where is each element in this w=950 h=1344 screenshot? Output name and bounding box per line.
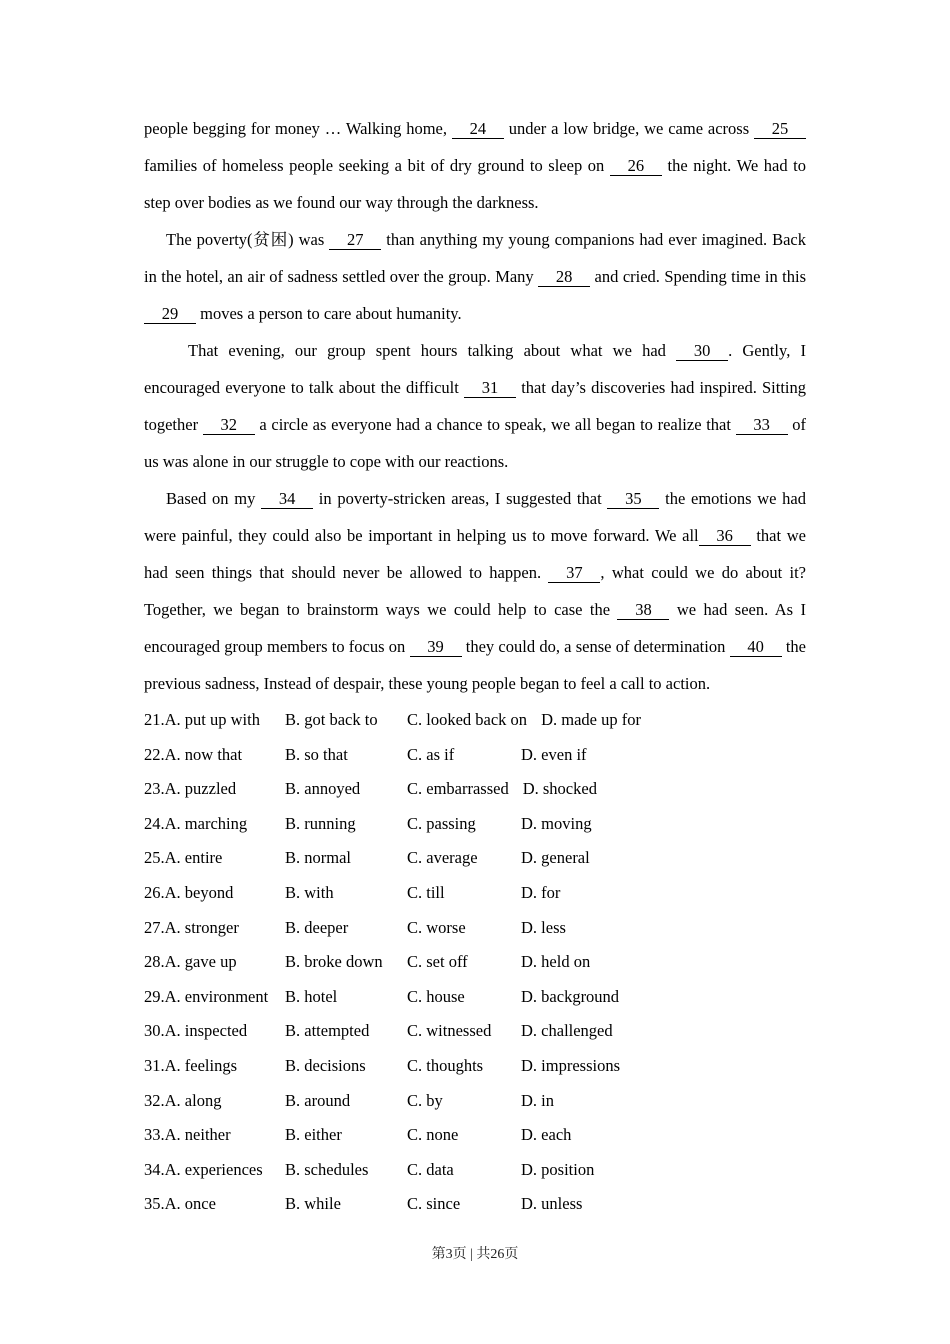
question-29-option-d: D. background [521, 986, 620, 1006]
question-35 [144, 1187, 806, 1222]
question-26-option-c: C. till [407, 882, 445, 902]
question-28-option-a: 28.A. gave up [144, 952, 237, 972]
blank-40: 40 [730, 637, 782, 657]
blank-31: 31 [464, 378, 516, 398]
question-21-option-d: D. made up for [541, 710, 641, 729]
question-24-option-c: C. passing [407, 813, 476, 833]
question-33 [144, 1118, 806, 1153]
blank-37: 37 [548, 563, 600, 583]
question-30 [144, 1014, 806, 1049]
question-22-option-d: D. even if [521, 744, 587, 764]
question-30-option-a: 30.A. inspected [144, 1021, 248, 1041]
question-35-option-d: D. unless [521, 1194, 583, 1214]
question-34-option-a: 34.A. experiences [144, 1159, 263, 1179]
question-28 [144, 945, 806, 980]
question-34-option-d: D. position [521, 1159, 595, 1179]
question-31-option-a: 31.A. feelings [144, 1055, 238, 1075]
question-34-option-c: C. data [407, 1159, 454, 1179]
question-31-option-b: B. decisions [285, 1055, 366, 1075]
question-32 [144, 1084, 806, 1119]
question-27-option-b: B. deeper [285, 917, 349, 937]
question-35-option-b: B. while [285, 1194, 341, 1214]
blank-27: 27 [329, 230, 381, 250]
question-31 [144, 1049, 806, 1084]
question-34 [144, 1153, 806, 1188]
question-27-option-d: D. less [521, 917, 566, 937]
paragraph: people begging for money … Walking home, 24 under a low bridge, we came across 25 families of homeless people seeking a bit of dry ground to sleep on 26 the night. We had to step over bodies as we found our way through the darkness. [144, 119, 807, 212]
question-32-option-b: B. around [285, 1090, 351, 1110]
question-26-option-b: B. with [285, 882, 334, 902]
blank-32: 32 [203, 415, 255, 435]
question-21-option-c: C. looked back on [407, 710, 528, 729]
question-25-option-a: 25.A. entire [144, 848, 223, 868]
question-22-option-b: B. so that [285, 744, 348, 764]
question-21 [144, 703, 806, 738]
question-24-option-d: D. moving [521, 813, 592, 833]
question-22 [144, 738, 806, 773]
question-23-option-a: 23.A. puzzled [144, 779, 237, 799]
question-34-option-b: B. schedules [285, 1159, 369, 1179]
question-33-option-b: B. either [285, 1125, 342, 1145]
blank-36: 36 [699, 526, 751, 546]
question-32-option-c: C. by [407, 1090, 443, 1110]
blank-38: 38 [617, 600, 669, 620]
question-24-option-a: 24.A. marching [144, 813, 248, 833]
page-footer [0, 1243, 950, 1263]
question-22-option-a: 22.A. now that [144, 744, 243, 764]
question-27-option-a: 27.A. stronger [144, 917, 239, 937]
blank-24: 24 [452, 119, 504, 139]
question-32-option-a: 32.A. along [144, 1090, 222, 1110]
question-23-option-b: B. annoyed [285, 779, 361, 799]
question-30-option-c: C. witnessed [407, 1021, 492, 1041]
question-32-option-d: D. in [521, 1090, 554, 1110]
cloze-passage [144, 110, 806, 702]
paragraph: The poverty(贫困) was 27 than anything my young companions had ever imagined. Back in the hotel, an air of sadness settled over the group. Many 28 and cried. Spending time in this 29 moves a person to care about humanity. [144, 230, 806, 323]
question-31-option-d: D. impressions [521, 1055, 620, 1075]
question-list [144, 703, 806, 1222]
question-30-option-b: B. attempted [285, 1021, 370, 1041]
question-25-option-c: C. average [407, 848, 478, 868]
question-23-option-c: C. embarrassed [407, 779, 509, 799]
question-33-option-c: C. none [407, 1125, 459, 1145]
question-24-option-b: B. running [285, 813, 356, 833]
question-21-option-a: 21.A. put up with [144, 710, 260, 729]
question-29-option-c: C. house [407, 986, 465, 1006]
question-26 [144, 876, 806, 911]
question-31-option-c: C. thoughts [407, 1055, 484, 1075]
blank-34: 34 [261, 489, 313, 509]
question-26-option-d: D. for [521, 882, 561, 902]
question-25-option-d: D. general [521, 848, 590, 868]
question-33-option-a: 33.A. neither [144, 1125, 231, 1145]
paragraph: Based on my 34 in poverty-stricken areas, I suggested that 35 the emotions we had were painful, they could also be important in helping us to move forward. We all 36 that we had seen things that should never be allowed to happen. 37 , what could we do about it? Together, we began to brainstorm ways we could help to case the 38 we had seen. As I encouraged group members to focus on 39 they could do, a sense of determination 40 the previous sadness, Instead of despair, these young people began to feel a call to action. [144, 489, 806, 693]
blank-26: 26 [610, 156, 662, 176]
blank-28: 28 [538, 267, 590, 287]
question-23-option-d: D. shocked [522, 779, 597, 799]
question-24 [144, 807, 806, 842]
question-25 [144, 841, 806, 876]
question-30-option-d: D. challenged [521, 1021, 613, 1041]
question-27 [144, 911, 806, 946]
blank-39: 39 [410, 637, 462, 657]
question-35-option-c: C. since [407, 1194, 461, 1214]
question-35-option-a: 35.A. once [144, 1194, 216, 1214]
question-21-option-b: B. got back to [285, 710, 378, 729]
page-number: 第3页 | 共26页 [431, 1247, 519, 1262]
question-27-option-c: C. worse [407, 917, 466, 937]
blank-35: 35 [607, 489, 659, 509]
blank-33: 33 [736, 415, 788, 435]
question-23 [144, 772, 806, 807]
question-29 [144, 980, 806, 1015]
question-28-option-c: C. set off [407, 952, 468, 972]
question-33-option-d: D. each [521, 1125, 572, 1145]
blank-25: 25 [754, 119, 806, 139]
question-29-option-b: B. hotel [285, 986, 338, 1006]
paragraph: That evening, our group spent hours talking about what we had 30 . Gently, I encouraged everyone to talk about the difficult 31 that day’s discoveries had inspired. Sitting together 32 a circle as everyone had a chance to speak, we all began to realize that 33 of us was alone in our struggle to cope with our reactions. [144, 341, 807, 471]
question-25-option-b: B. normal [285, 848, 351, 868]
question-28-option-b: B. broke down [285, 952, 383, 972]
blank-29: 29 [144, 304, 196, 324]
question-29-option-a: 29.A. environment [144, 986, 269, 1006]
question-22-option-c: C. as if [407, 744, 455, 764]
blank-30: 30 [676, 341, 728, 361]
question-26-option-a: 26.A. beyond [144, 882, 234, 902]
question-28-option-d: D. held on [521, 952, 591, 972]
